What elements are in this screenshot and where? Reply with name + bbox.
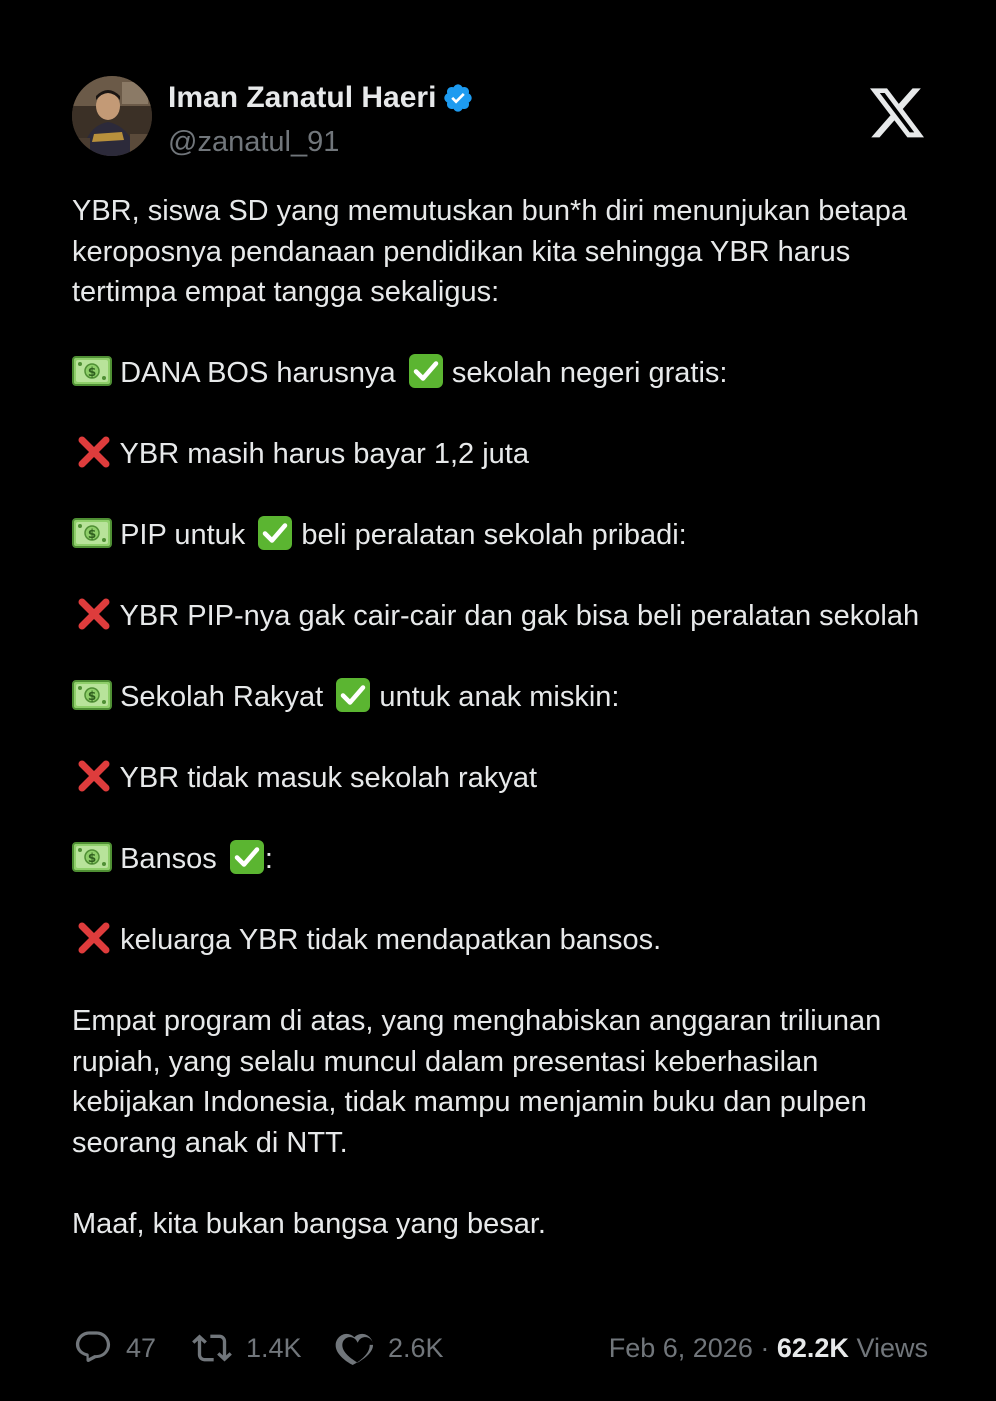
tweet-intro: YBR, siswa SD yang memutuskan bun*h diri menunjukan betapa keroposnya pendanaan pendidikan kita sehingga YBR harus tertimpa empat tangga sekaligus: xyxy=(72,195,908,308)
author-handle[interactable]: @zanatul_91 xyxy=(168,126,340,158)
reality-text: keluarga YBR tidak mendapatkan bansos. xyxy=(120,924,662,956)
program-name: Bansos xyxy=(120,843,217,875)
reply-button[interactable] xyxy=(72,1326,156,1370)
tweet-date[interactable]: Feb 6, 2026 xyxy=(608,1333,753,1363)
check-mark-button-icon xyxy=(404,353,444,389)
views-count[interactable]: 62.2K xyxy=(776,1333,849,1363)
retweet-icon xyxy=(190,1328,234,1368)
cross-mark-icon xyxy=(72,758,112,794)
cross-mark-icon xyxy=(72,920,112,956)
program-line xyxy=(72,839,932,880)
program-name: DANA BOS harusnya xyxy=(120,357,396,389)
program-name: PIP untuk xyxy=(120,519,246,551)
reality-line xyxy=(72,758,932,799)
program-purpose: untuk anak miskin: xyxy=(379,681,620,713)
tweet-conclusion: Empat program di atas, yang menghabiskan anggaran triliunan rupiah, yang selalu muncul dalam presentasi keberhasilan kebijakan Indonesia, tidak mampu menjamin buku dan pulpen seorang anak di NTT. xyxy=(72,1005,882,1159)
tweet-closing: Maaf, kita bukan bangsa yang besar. xyxy=(72,1207,546,1240)
check-mark-button-icon xyxy=(331,677,371,713)
tweet-meta xyxy=(609,1330,928,1366)
reality-line xyxy=(72,434,932,475)
program-purpose: beli peralatan sekolah pribadi: xyxy=(301,519,687,551)
check-mark-button-icon xyxy=(253,515,293,551)
reply-icon xyxy=(72,1328,114,1368)
program-line xyxy=(72,677,932,718)
program-purpose: : xyxy=(264,843,273,875)
tweet-footer xyxy=(72,1322,932,1376)
like-count: 2.6K xyxy=(388,1332,444,1363)
like-button[interactable] xyxy=(334,1326,444,1370)
reality-text: YBR tidak masuk sekolah rakyat xyxy=(119,762,538,794)
program-line xyxy=(72,515,932,556)
tweet-text xyxy=(72,191,932,1244)
dollar-banknote-icon xyxy=(72,839,112,875)
tweet-header xyxy=(72,76,932,158)
author-names xyxy=(168,80,474,160)
check-mark-button-icon xyxy=(225,839,265,875)
program-name: Sekolah Rakyat xyxy=(120,681,324,713)
verified-badge-icon xyxy=(442,82,474,114)
reply-count: 47 xyxy=(126,1332,157,1363)
program-line xyxy=(72,353,932,394)
cross-mark-icon xyxy=(72,596,112,632)
views-label: Views xyxy=(856,1333,928,1363)
reality-text: YBR PIP-nya gak cair-cair dan gak bisa beli peralatan sekolah xyxy=(119,600,920,632)
avatar[interactable] xyxy=(72,76,152,156)
x-logo-icon[interactable] xyxy=(870,88,926,140)
reality-line xyxy=(72,920,932,961)
dollar-banknote-icon xyxy=(72,677,112,713)
program-purpose: sekolah negeri gratis: xyxy=(451,357,728,389)
meta-separator: · xyxy=(760,1333,770,1363)
heart-icon xyxy=(334,1328,376,1368)
cross-mark-icon xyxy=(72,434,112,470)
display-name[interactable]: Iman Zanatul Haeri xyxy=(168,81,437,114)
dollar-banknote-icon xyxy=(72,515,112,551)
reality-line xyxy=(72,596,932,637)
dollar-banknote-icon xyxy=(72,353,112,389)
retweet-count: 1.4K xyxy=(246,1332,302,1363)
retweet-button[interactable] xyxy=(190,1326,302,1370)
reality-text: YBR masih harus bayar 1,2 juta xyxy=(119,438,529,470)
